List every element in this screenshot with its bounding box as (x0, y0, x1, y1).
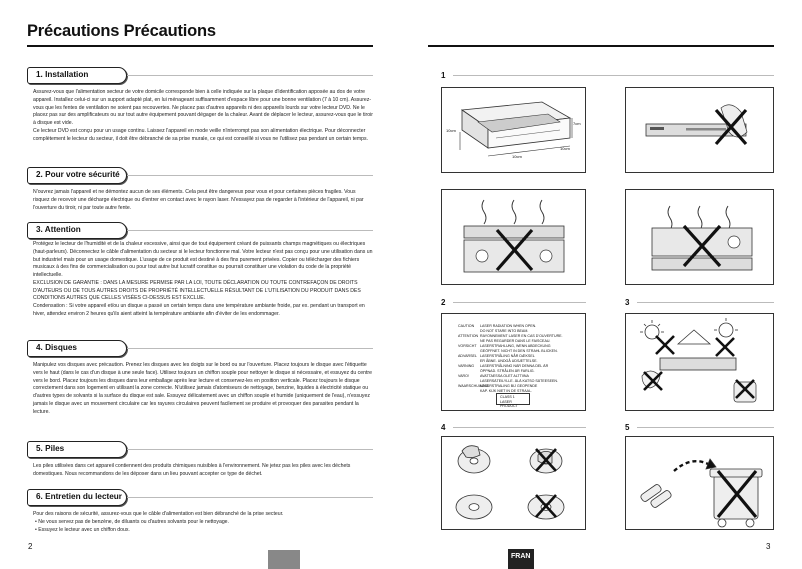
figure-laser-warning-label (441, 313, 586, 411)
figure-no-objects-on-player (625, 87, 774, 173)
warning-row: VORSICHT LASERSTRAHLUNG, WENN ABDECKUNG (458, 344, 551, 348)
warning-row: ATTENTION RAYONNEMENT LASER EN CAS D'OUVERTURE. (458, 334, 563, 338)
figure-rule (637, 302, 774, 303)
section-body-attention (33, 241, 373, 319)
page-number-left: 2 (28, 542, 33, 551)
laser-product-text: LASER PRODUCT (500, 399, 518, 409)
title-rule (27, 45, 373, 47)
figure-no-heat-source (441, 189, 586, 285)
figure-rule (453, 75, 774, 76)
section-heading-attention: 3. Attention (27, 222, 127, 239)
section-body-batteries (33, 463, 373, 479)
figure-rule (637, 427, 774, 428)
section-heading-maintenance: 6. Entretien du lecteur (27, 489, 127, 506)
dimension-label: 7cm (573, 121, 581, 126)
paragraph: Pour des raisons de sécurité, assurez-vous que le câble d'alimentation est bien débranché de la prise secteur. (33, 511, 284, 517)
section-rule (127, 497, 373, 498)
figure-no-stacking (625, 189, 774, 285)
disc-handling-illustration (442, 437, 586, 530)
section-rule (127, 449, 373, 450)
section-heading-discs: 4. Disques (27, 340, 127, 357)
dimension-label: 10cm (446, 128, 456, 133)
ventilation-illustration (442, 88, 586, 173)
paragraph: Manipulez vos disques avec précaution. Prenez les disques avec les doigts sur le bord ou sur l'ouverture. Placez toujours le disque avec l'étiquette vers le haut (dans le cas d'un disque à une seule face). Utilisez toujours un chiffon souple pour nettoyer le disque si nécessaire, et essuyez du centre vers le bord. Placez toujours les disques dans leur emballage après leur lecture et conservez-les en position verticale. Placez toujours le disque correctement dans son logement en utilisant la zone correcte. N'utilisez jamais d'atomiseurs de nettoyage, benzine, liquides à électricité statique ou d'autres types de solvants si la surface du disque est sale. Essuyez délicatement avec un chiffon souple et humide (uniquement de l'eau), n'essuyez jamais le disque avec un mouvement circulaire car les rayures circulaires peuvent facilement se produire et provoquer des parasites pendant la lecture. (33, 362, 372, 415)
section-rule (127, 175, 373, 176)
page-number-right: 3 (766, 542, 771, 551)
language-tab: FRAN (508, 549, 534, 569)
figure-disc-handling (441, 436, 586, 530)
paragraph: N'ouvrez jamais l'appareil et ne démontez aucun de ses éléments. Cela peut être dangereux pour vous et pour certaines pièces fragiles. Vous risquez de recevoir une décharge électrique ou d'entrer en contact avec le rayon laser. N'essayez pas de regarder à l'intérieur de l'appareil, ni par l'ouverture du tiroir, ni par toute autre fente. (33, 189, 364, 211)
warning-row: WAARSCHUWING LASERSTRALING BIJ GEOPENDE (458, 384, 538, 388)
bullet-item: • Essuyez le lecteur avec un chiffon doux. (35, 526, 130, 533)
environment-hazards-illustration (626, 314, 774, 411)
paragraph: Protégez le lecteur de l'humidité et de la chaleur excessive, ainsi que de tout équipement créant de puissants champs magnétiques ou électriques (haut-parleurs). Déconnectez le câble d'alimentation du secteur si le lecteur fonctionne mal. Votre lecteur n'est pas conçu pour une utilisation dans un but industriel mais pour un usage domestique. L'usage de ce produit est destiné à des fins purement privées. Copier ou télécharger des fichiers musicaux à des fins de commercialisation ou pour tout autre but lucratif constitue ou pourrait constituer une violation du code de la propriété intellectuelle. (33, 241, 373, 278)
warning-row: VARO! AVATTAESSA OLET ALTTIINA (458, 374, 529, 378)
section-heading-installation: 1. Installation (27, 67, 127, 84)
figure-rule (453, 302, 586, 303)
laser-warning-text (458, 324, 563, 394)
warning-row: DO NOT STARE INTO BEAM. (480, 329, 529, 333)
figure-battery-disposal (625, 436, 774, 530)
warning-row: VARNING LASERSTRÅLNING NÄR DENNA DEL ÄR (458, 364, 549, 368)
section-body-discs (33, 362, 373, 416)
class1-laser-label (496, 393, 530, 409)
paragraph: Les piles utilisées dans cet appareil contiennent des produits chimiques nuisibles à l'environnement. Ne jetez pas les piles avec les déchets domestiques. Nous recommandons de les déposer dans un lieu pouvant accepter ce type de déchet. (33, 463, 351, 477)
section-body-safety (33, 189, 373, 212)
heat-stack-illustration (442, 190, 586, 285)
title-rule-right (428, 45, 774, 47)
figure-label-5: 5 (625, 423, 630, 432)
section-rule (127, 75, 373, 76)
no-objects-illustration (626, 88, 774, 173)
warning-row: ER ÅBNE. UNDGÅ UDSÆTTELSE. (480, 359, 538, 363)
figure-label-1: 1 (441, 71, 446, 80)
bullet-item: • Ne vous servez pas de benzène, de diluants ou d'autres solvants pour le nettoyage. (35, 518, 229, 525)
stacked-equipment-illustration (626, 190, 774, 285)
laser-class-text: CLASS 1 (500, 395, 515, 399)
warning-row: CAUTION LASER RADIATION WHEN OPEN. (458, 324, 537, 328)
section-heading-batteries: 5. Piles (27, 441, 127, 458)
warning-row: ADVARSEL LASERSTRÅLING NÅR DÆKSEL (458, 354, 535, 358)
warning-row: NE PAS REGARDER DANS LE FAISCEAU. (480, 339, 551, 343)
paragraph: Condensation : Si votre appareil et/ou un disque a passé un certain temps dans une température ambiante froide, par ex. pendant un transport en hiver, attendez environ 2 heures qu'ils aient atteint la température ambiante afin d'éviter de les endommager. (33, 303, 365, 317)
figure-rule (453, 427, 586, 428)
warning-row: LASERSÄTEILYLLE. ÄLÄ KATSO SÄTEESEEN. (480, 379, 558, 383)
paragraph: Ce lecteur DVD est conçu pour un usage continu. Laissez l'appareil en mode veille n'interrompt pas son alimentation électrique. Pour déconnecter complètement le lecteur du secteur, il doit être débranché de sa prise murale, ce qui est conseillé si vous ne l'utilisez pas pendant un certain temps. (33, 127, 369, 142)
figure-label-4: 4 (441, 423, 446, 432)
section-rule (127, 230, 373, 231)
section-body-installation (33, 89, 373, 143)
page-title: Précautions Précautions (27, 22, 216, 40)
dimension-label: 10cm (560, 146, 570, 151)
figure-label-3: 3 (625, 298, 630, 307)
section-body-maintenance (33, 511, 373, 534)
section-heading-safety: 2. Pour votre sécurité (27, 167, 127, 184)
figure-label-2: 2 (441, 298, 446, 307)
page-tab-left (268, 550, 300, 569)
paragraph: EXCLUSION DE GARANTIE : DANS LA MESURE PERMISE PAR LA LOI, TOUTE DÉCLARATION OU TOUTE CONTREFAÇON DE DROITS D'AUTEURS OU DE TOUS AUTRES DROITS DE PROPRIÉTÉ INTELLECTUELLE RÉSULTANT DE L'UTILISATION DU PRODUIT DANS DES CONDITIONS AUTRES QUE CELLES VISÉES CI-DESSUS EST EXCLUE. (33, 279, 361, 302)
paragraph: Assurez-vous que l'alimentation secteur de votre domicile corresponde bien à celle indiquée sur la plaque d'identification apposée au dos de votre appareil. Installez celui-ci sur un support adapté plat, en lui ménageant suffisamment d'espace libre pour une bonne ventilation (7 à 10 cm). Assurez-vous que les fentes de ventilation ne soient pas recouvertes. Ne placez pas d'autres appareils ni des appareils lourds sur votre lecteur DVD. Ne le placez pas sur des amplificateurs ou sur tout autre équipement pouvant dégager de la chaleur. Avant de déplacer le lecteur, assurez-vous que le tiroir à disque est vide. (33, 89, 373, 126)
warning-row: KAP. KIJK NIET IN DE STRAAL. (480, 389, 532, 393)
warning-row: ÖPPNAD. STRÅLEN ÄR FARLIG. (480, 369, 535, 373)
dimension-label: 10cm (512, 154, 522, 159)
figure-environment-hazards (625, 313, 774, 411)
warning-row: GEÖFFNET. NICHT IN DEN STRAHL BLICKEN. (480, 349, 558, 353)
figure-ventilation-clearance (441, 87, 586, 173)
section-rule (127, 348, 373, 349)
right-page (401, 0, 802, 569)
battery-disposal-illustration (626, 437, 774, 530)
